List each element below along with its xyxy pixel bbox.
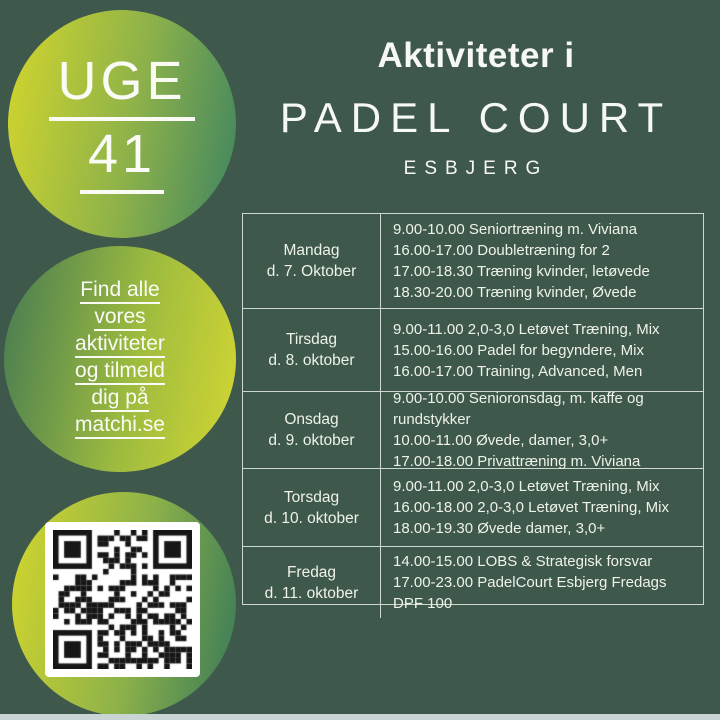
- cta-circle: [4, 246, 236, 472]
- activity-line: 18.30-20.00 Træning kvinder, Øvede: [393, 284, 637, 301]
- cta-link-matchi: matchi.se: [75, 413, 165, 439]
- bottom-strip: [0, 714, 720, 720]
- brand-location: ESBJERG: [403, 158, 549, 179]
- brand-name: PADEL COURT: [279, 94, 673, 141]
- qr-code: [53, 530, 192, 669]
- activity-line: 15.00-16.00 Padel for begyndere, Mix: [393, 341, 644, 359]
- activities-cell: [381, 309, 703, 391]
- week-badge: [49, 51, 194, 197]
- table-row: [243, 468, 703, 546]
- cta-line: Find alle: [80, 278, 159, 304]
- week-badge-word: UGE: [49, 54, 194, 121]
- activity-line: 14.00-15.00 LOBS & Strategisk forsvar: [393, 553, 653, 570]
- cta-line: vores: [94, 305, 145, 331]
- activity-line: 9.00-10.00 Senioronsdag, m. kaffe og rundstykker: [393, 390, 644, 428]
- cta-line: dig på: [91, 386, 148, 412]
- day-date: d. 10. oktober: [264, 509, 359, 527]
- day-date: d. 11. oktober: [264, 584, 359, 602]
- activities-cell: [381, 469, 703, 546]
- activities-cell: [381, 392, 703, 468]
- table-row: [243, 546, 703, 618]
- activity-line: 9.00-11.00 2,0-3,0 Letøvet Træning, Mix: [393, 320, 660, 338]
- activity-line: 17.00-18.00 Privattræning m. Viviana: [393, 453, 641, 470]
- qr-box: [45, 522, 200, 677]
- schedule-table: [242, 213, 704, 612]
- page-title: Aktiviteter i: [377, 36, 575, 75]
- activities-cell: [381, 547, 703, 618]
- cta-line: og tilmeld: [75, 359, 165, 385]
- qr-circle: [12, 492, 236, 716]
- day-date: d. 7. Oktober: [266, 263, 357, 280]
- activity-line: 17.00-18.30 Træning kvinder, letøvede: [393, 263, 650, 280]
- table-row: [243, 214, 703, 308]
- day-cell: [243, 469, 381, 546]
- day-cell: [243, 309, 381, 391]
- activity-line: 18.00-19.30 Øvede damer, 3,0+: [393, 520, 606, 537]
- cta-line: aktiviteter: [75, 332, 165, 358]
- week-badge-number: 41: [80, 127, 164, 194]
- day-cell: [243, 214, 381, 308]
- activity-line: 16.00-18.00 2,0-3,0 Letøvet Træning, Mix: [393, 499, 669, 516]
- cta-text: [75, 278, 165, 440]
- activity-line: 17.00-23.00 PadelCourt Esbjerg Fredags DPF 100: [393, 574, 667, 612]
- activity-line: 9.00-10.00 Seniortræning m. Viviana: [393, 221, 638, 238]
- week-badge-circle: [8, 10, 236, 238]
- day-date: d. 9. oktober: [268, 432, 355, 449]
- day-cell: [243, 392, 381, 468]
- day-date: d. 8. oktober: [268, 352, 355, 369]
- day-name: Onsdag: [284, 411, 339, 428]
- activity-line: 16.00-17.00 Training, Advanced, Men: [393, 362, 643, 380]
- day-name: Torsdag: [283, 488, 340, 506]
- day-name: Tirsdag: [285, 331, 338, 348]
- activity-line: 10.00-11.00 Øvede, damer, 3,0+: [393, 432, 609, 449]
- activity-line: 16.00-17.00 Doubletræning for 2: [393, 242, 610, 259]
- table-row: [243, 391, 703, 468]
- title-block: [248, 36, 704, 180]
- activity-line: 9.00-11.00 2,0-3,0 Letøvet Træning, Mix: [393, 478, 660, 495]
- table-row: [243, 308, 703, 391]
- day-cell: [243, 547, 381, 618]
- day-name: Fredag: [286, 563, 337, 581]
- activities-cell: [381, 214, 703, 308]
- day-name: Mandag: [283, 242, 340, 259]
